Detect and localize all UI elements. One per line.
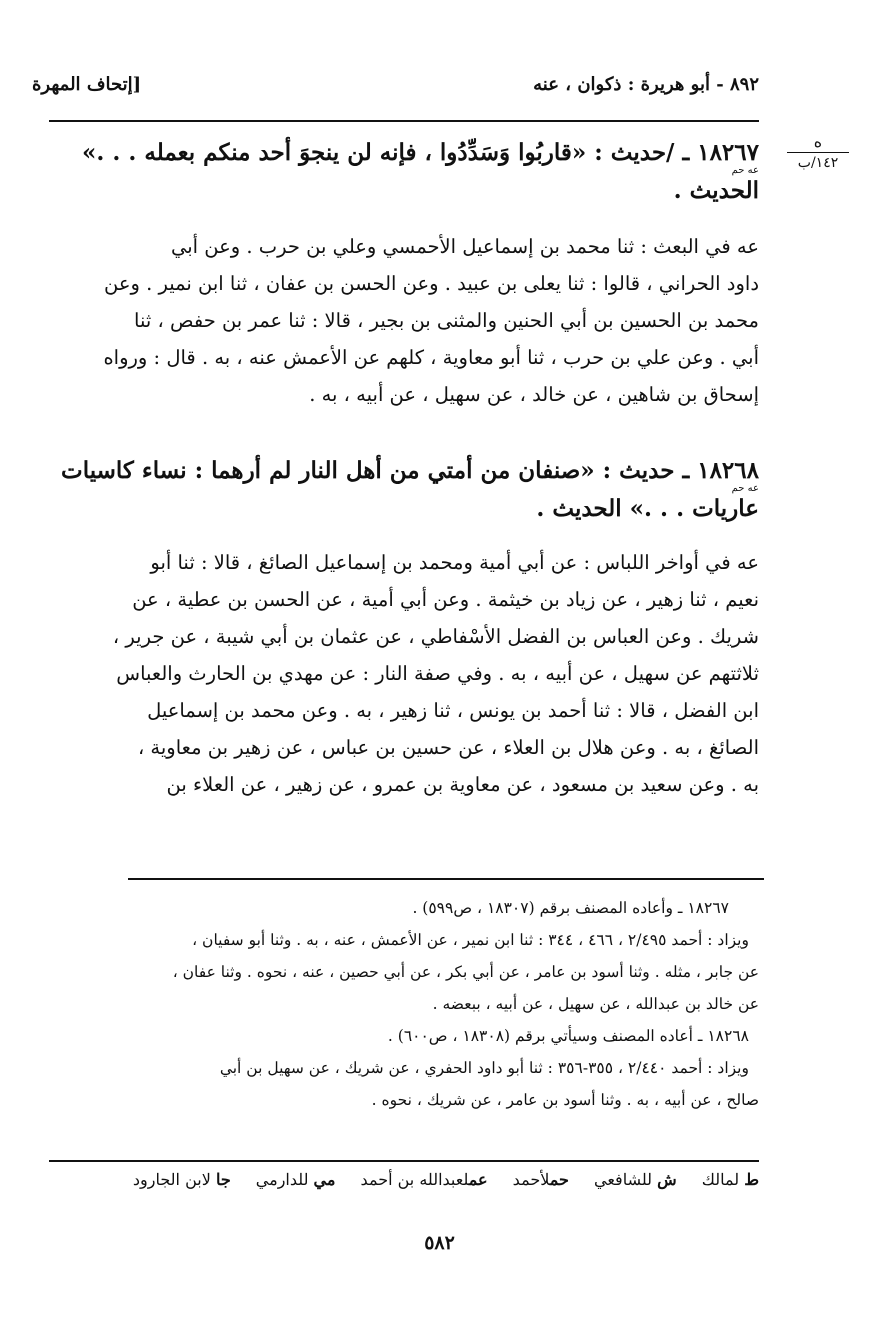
body-line: عه في أواخر اللباس : عن أبي أمية ومحمد بن إسماعيل الصائغ ، قالا : ثنا أبو <box>150 551 759 574</box>
body-line: ابن الفضل ، قالا : ثنا أحمد بن يونس ، ثنا زهير ، به . وعن محمد بن إسماعيل <box>147 699 759 722</box>
body-line: الصائغ ، به . وعن هلال بن العلاء ، عن حسين بن عباس ، عن زهير بن معاوية ، <box>137 736 759 759</box>
folio-reference: ١٤٢/ب <box>797 155 839 171</box>
margin-mark: ه <box>813 132 823 151</box>
hadith-sigla: عه حم <box>731 165 759 176</box>
footnotes <box>49 892 759 1116</box>
abbreviations-legend <box>49 1170 759 1189</box>
abbreviation-item: جا لابن الجارود <box>132 1170 231 1189</box>
hadith-18268 <box>49 456 759 524</box>
hadith-heading-end: الحديث . <box>673 177 759 204</box>
hadith-heading: ١٨٢٦٧ ـ /حديث : «قاربُوا وَسَدِّدُوا ، فإنه لن ينجوَ أحد منكم بعمله . . .» <box>82 139 759 166</box>
body-line: شريك . وعن العباس بن الفضل الأسْفاطي ، عن عثمان بن أبي شيبة ، عن جرير ، <box>112 625 759 648</box>
hadith-sigla: عه حم <box>731 483 759 494</box>
abbreviation-item: ش للشافعي <box>594 1170 677 1189</box>
footnote-line: ١٨٢٦٨ ـ أعاده المصنف وسيأتي برقم (١٨٣٠٨ ، ص٦٠٠) . <box>387 1027 749 1045</box>
abbreviation-item: مي للدارمي <box>255 1170 336 1189</box>
book-title: [إتحاف المهرة <box>32 74 142 95</box>
footnote-line: ويزاد : أحمد ٢/٤٤٠ ، ٣٥٥-٣٥٦ : ثنا أبو داود الحفري ، عن شريك ، عن سهيل بن أبي <box>219 1059 749 1077</box>
hadith-18267-body <box>49 228 759 413</box>
body-line: نعيم ، ثنا زهير ، عن زياد بن خيثمة . وعن أبي أمية ، عن الحسن بن عطية ، عن <box>132 588 759 611</box>
body-line: محمد بن الحسين بن أبي الحنين والمثنى بن بجير ، قالا : ثنا عمر بن حفص ، ثنا <box>134 309 759 332</box>
header-rule <box>49 120 759 122</box>
body-line: إسحاق بن شاهين ، عن خالد ، عن سهيل ، عن أبيه ، به . <box>309 383 759 406</box>
page-number: ٥٨٢ <box>424 1232 455 1254</box>
hadith-18267 <box>49 138 759 206</box>
footnote-line: ويزاد : أحمد ٢/٤٩٥ ، ٤٦٦ ، ٣٤٤ : ثنا ابن نمير ، عن الأعمش ، عنه ، به . وثنا أبو سفيان ، <box>192 931 749 949</box>
margin-folio-note <box>779 134 857 171</box>
body-line: به . وعن سعيد بن مسعود ، عن معاوية بن عمرو ، عن زهير ، عن العلاء بن <box>166 773 759 796</box>
footnote-line: عن خالد بن عبدالله ، عن سهيل ، عن أبيه ، ببعضه . <box>432 995 759 1013</box>
running-title: ٨٩٢ - أبو هريرة : ذكوان ، عنه <box>533 74 759 95</box>
margin-rule <box>787 152 849 153</box>
abbreviation-item: ط لمالك <box>701 1170 759 1189</box>
hadith-18268-body <box>49 544 759 803</box>
footnote-line: صالح ، عن أبيه ، به . وثنا أسود بن عامر ، عن شريك ، نحوه . <box>371 1091 759 1109</box>
body-line: أبي . وعن علي بن حرب ، ثنا أبو معاوية ، كلهم عن الأعمش عنه ، به . قال : ورواه <box>103 346 759 369</box>
hadith-heading-end: عاريات . . .» الحديث . <box>536 495 759 522</box>
body-line: ثلاثتهم عن سهيل ، عن أبيه ، به . وفي صفة النار : عن مهدي بن الحارث والعباس <box>116 662 759 685</box>
hadith-heading: ١٨٢٦٨ ـ حديث : «صنفان من أمتي من أهل النار لم أرهما : نساء كاسيات <box>61 457 759 484</box>
body-line: عه في البعث : ثنا محمد بن إسماعيل الأحمسي وعلي بن حرب . وعن أبي <box>170 235 759 258</box>
footnote-line: ١٨٢٦٧ ـ وأعاده المصنف برقم (١٨٣٠٧ ، ص٥٩٩) . <box>412 899 729 917</box>
body-line: داود الحراني ، قالوا : ثنا يعلى بن عبيد . وعن الحسن بن عفان ، ثنا ابن نمير . وعن <box>103 272 759 295</box>
abbreviation-item: عملعبدالله بن أحمد <box>360 1170 488 1189</box>
footnote-line: عن جابر ، مثله . وثنا أسود بن عامر ، عن أبي بكر ، عن أبي حصين ، عنه ، نحوه . وثنا عفان ، <box>172 963 759 981</box>
abbreviations-rule <box>49 1160 759 1162</box>
footnote-rule <box>128 878 764 880</box>
abbreviation-item: حملأحمد <box>512 1170 569 1189</box>
